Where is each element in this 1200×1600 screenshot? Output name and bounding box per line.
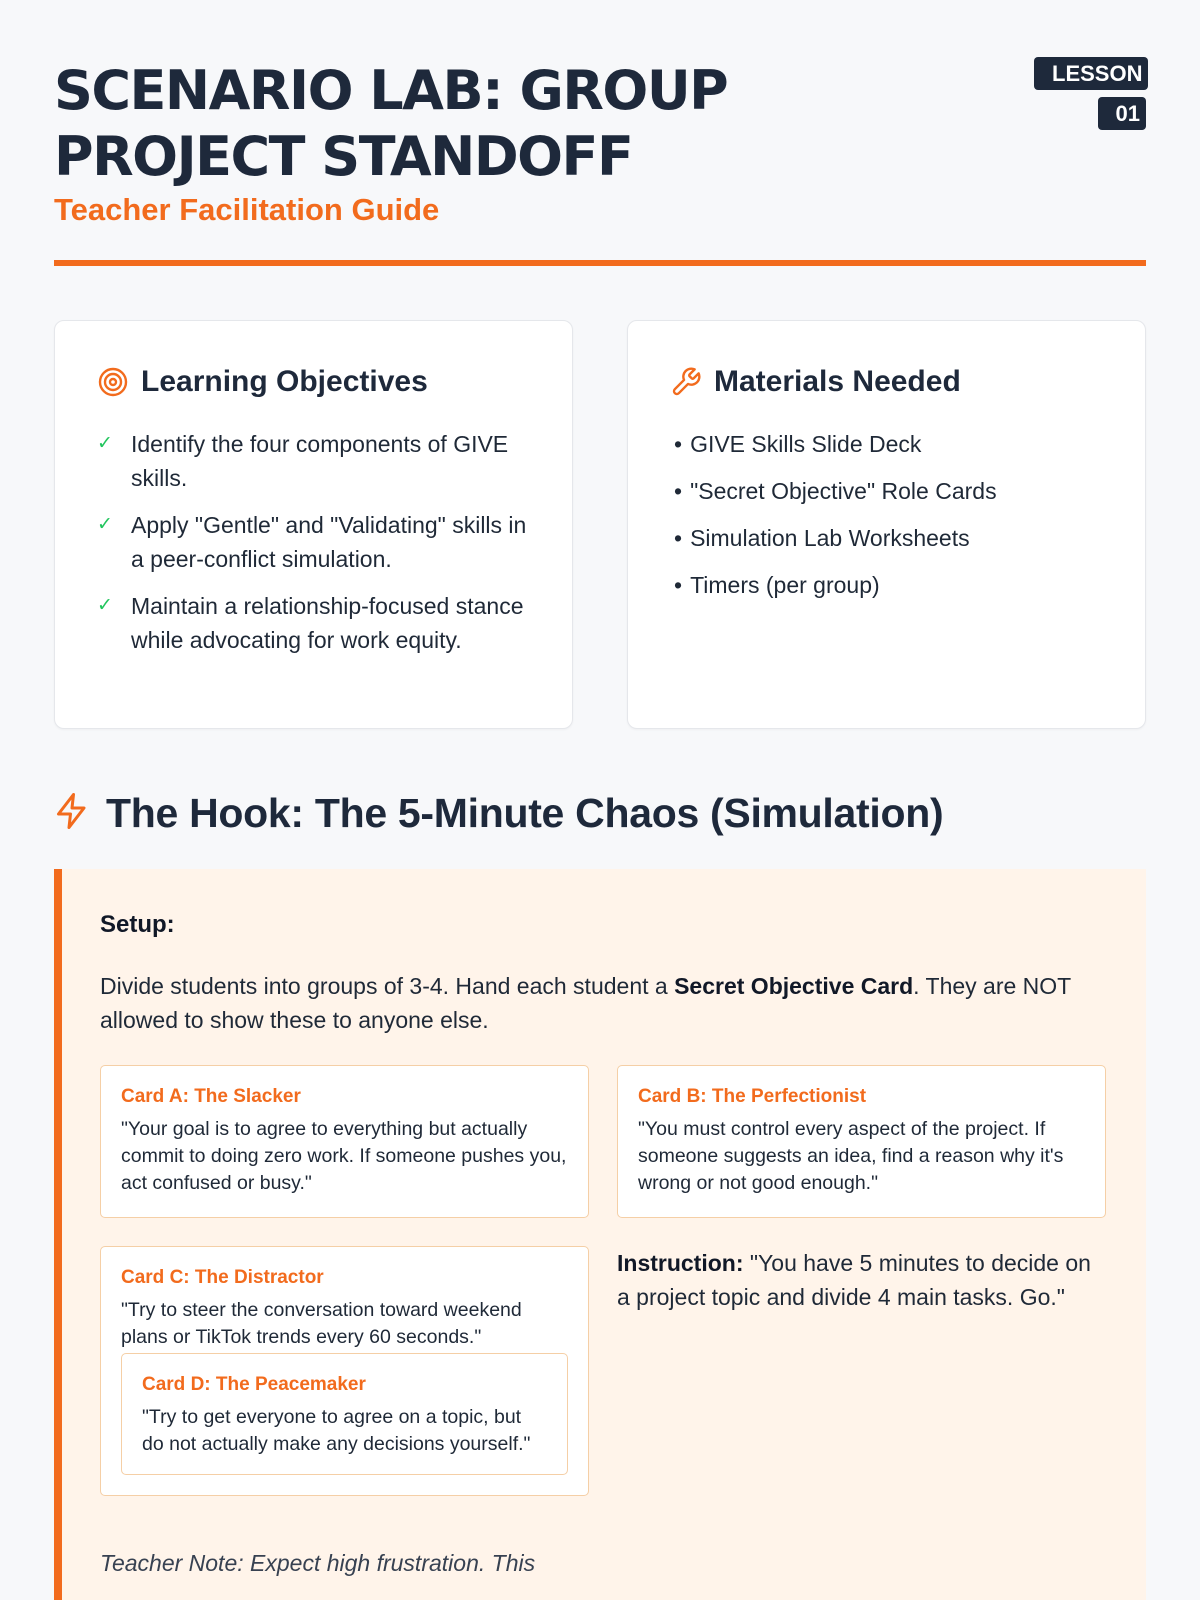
hook-header [54,787,1146,839]
role-card-b [617,1065,1106,1218]
list-item [674,568,1105,602]
list-item [97,589,532,657]
materials-list [674,427,1105,602]
role-card-quote: "Your goal is to agree to everything but actually commit to doing zero work. If someone pushes you, act confused or busy." [121,1118,567,1194]
bullet: • [674,478,683,504]
role-card-title: Card D: The Peacemaker [142,1374,366,1395]
instruction-body: "You have 5 minutes to decide on a project topic and divide 4 main tasks. Go." [617,1250,1091,1310]
target-icon [97,366,129,398]
material-text: Timers (per group) [690,572,880,598]
role-card-title: Card B: The Perfectionist [638,1086,867,1107]
setup-text-bold: Secret Objective Card [674,973,914,999]
list-item [674,521,1105,555]
setup-text [100,969,1100,1037]
material-text: GIVE Skills Slide Deck [690,431,922,457]
objective-text: Maintain a relationship-focused stance while advocating for work equity. [131,593,524,653]
setup-text-start: Divide students into groups of 3-4. Hand each student a [100,973,675,999]
materials-header [670,365,1105,399]
hook-callout [54,869,1146,1600]
lightning-icon [54,791,90,836]
bullet: • [674,431,683,457]
role-card-quote: "Try to steer the conversation toward weekend plans or TikTok trends every 60 seconds." [121,1299,522,1348]
objectives-title: Learning Objectives [141,365,428,398]
list-item [97,508,532,576]
materials-title: Materials Needed [714,365,961,398]
role-card-quote: "You must control every aspect of the project. If someone suggests an idea, find a reason why it's wrong or not good enough." [638,1118,1064,1194]
instruction-text [617,1246,1106,1496]
lesson-badge [1034,54,1146,134]
hook-title: The Hook: The 5-Minute Chaos (Simulation) [106,789,944,836]
check-icon: ✓ [97,514,113,535]
role-cards [100,1065,1108,1496]
objectives-header [97,365,532,399]
material-text: "Secret Objective" Role Cards [690,478,997,504]
material-text: Simulation Lab Worksheets [690,525,970,551]
setup-label: Setup: [100,911,175,938]
list-item [97,427,532,495]
header-divider [54,260,1146,266]
lesson-badge-text: LESSON 01 [1034,57,1148,130]
overview-cards [54,320,1146,729]
page-title: SCENARIO LAB: GROUP PROJECT STANDOFF [54,59,728,188]
bullet: • [674,525,683,551]
objectives-card [54,320,573,729]
role-card-title: Card C: The Distractor [121,1267,324,1288]
materials-card [627,320,1146,729]
objectives-list [97,427,532,657]
role-card-quote: "Try to get everyone to agree on a topic, but do not actually make any decisions yourself." [142,1406,531,1455]
header [54,0,1146,266]
check-icon: ✓ [97,595,113,616]
objective-text: Apply "Gentle" and "Validating" skills in a peer-conflict simulation. [131,512,527,572]
role-card-title: Card A: The Slacker [121,1086,301,1107]
role-card-a [100,1065,589,1218]
teacher-note: Teacher Note: Expect high frustration. This [100,1550,536,1576]
objective-text: Identify the four components of GIVE skills. [131,431,509,491]
list-item [674,427,1105,461]
list-item [674,474,1105,508]
instruction-label: Instruction: [617,1250,744,1276]
page-subtitle: Teacher Facilitation Guide [54,192,440,227]
role-card-d [121,1353,568,1475]
bullet: • [674,572,683,598]
role-card-c [100,1246,589,1496]
wrench-icon [670,366,702,398]
check-icon: ✓ [97,433,113,454]
setup-text-end: . They are NOT allowed to show these to anyone else. [100,973,1071,1033]
